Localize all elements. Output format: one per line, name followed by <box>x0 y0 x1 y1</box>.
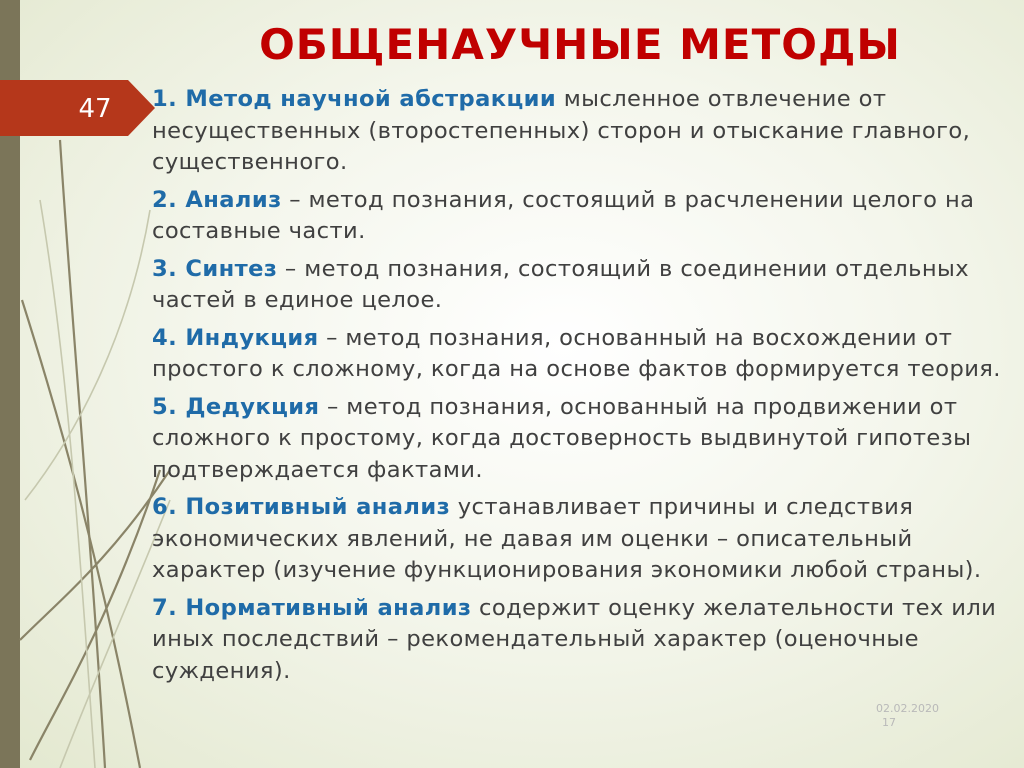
method-term: 3. Синтез <box>152 255 278 282</box>
slide-number: 47 <box>78 94 112 124</box>
list-item <box>152 84 1012 179</box>
list-item <box>152 323 1012 386</box>
method-description: мысленное отвлечение от несущественных (второстепенных) сторон и отыскание главного, существенного. <box>152 86 971 175</box>
slide-title: ОБЩЕНАУЧНЫЕ МЕТОДЫ <box>259 20 901 69</box>
footer-page-number: 17 <box>882 716 896 729</box>
method-term: 7. Нормативный анализ <box>152 594 472 621</box>
method-term: 2. Анализ <box>152 186 282 213</box>
method-description: – метод познания, основанный на продвижении от сложного к простому, когда достоверность выдвинутой гипотезы подтверждается фактами. <box>152 393 972 483</box>
list-item <box>152 185 1012 248</box>
method-description: содержит оценку желательности тех или иных последствий – рекомендательный характер (оценочные суждения). <box>152 594 997 684</box>
method-description: устанавливает причины и следствия экономических явлений, не давая им оценки – описательный характер (изучение функционирования экономики любой страны). <box>152 494 982 583</box>
method-term: 5. Дедукция <box>152 393 320 420</box>
list-item <box>152 254 1012 317</box>
method-description: – метод познания, состоящий в соединении отдельных частей в единое целое. <box>152 255 970 313</box>
footer-date: 02.02.2020 <box>876 702 939 715</box>
method-term: 1. Метод научной абстракции <box>152 86 557 112</box>
method-description: – метод познания, основанный на восхождении от простого к сложному, когда на основе фактов формируется теория. <box>152 324 1001 382</box>
methods-list <box>152 84 1012 693</box>
list-item <box>152 492 1012 587</box>
list-item <box>152 593 1012 688</box>
list-item <box>152 392 1012 487</box>
method-description: – метод познания, состоящий в расчленении целого на составные части. <box>152 186 975 244</box>
method-term: 6. Позитивный анализ <box>152 494 451 520</box>
method-term: 4. Индукция <box>152 324 319 351</box>
